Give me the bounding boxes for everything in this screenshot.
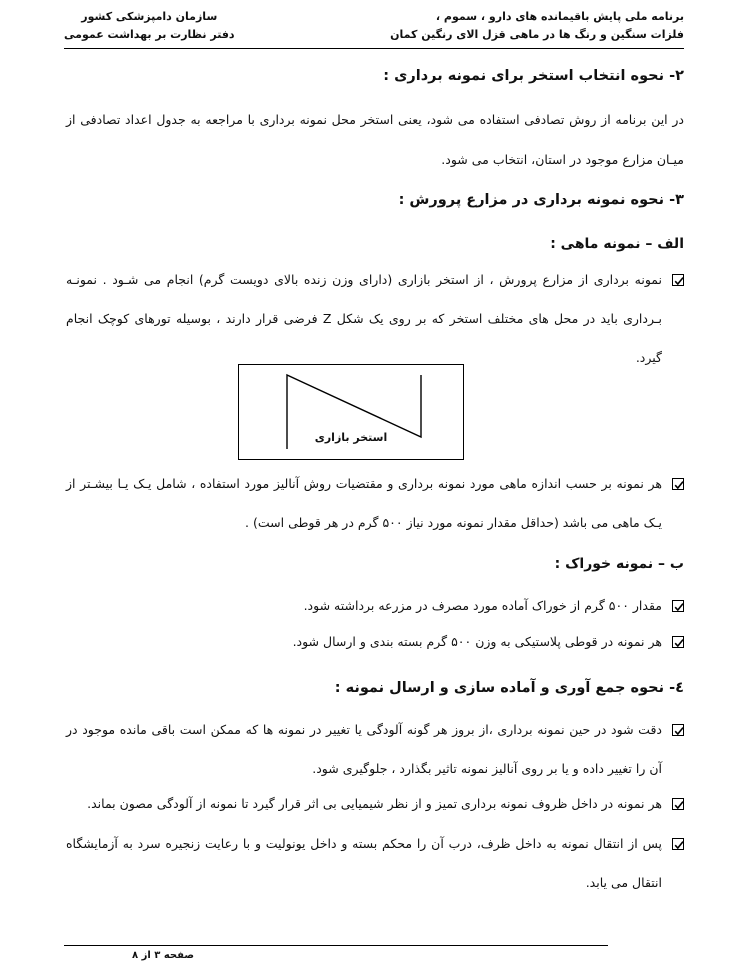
checked-box-icon [672,798,684,810]
market-pond-diagram [238,364,464,460]
feed-sample-item-1 [66,598,684,625]
page-number: صفحه ۳ از ۸ [132,950,194,961]
feed-sample-item-2-text: هر نمونه در قوطی پلاستیکی به وزن ۵۰۰ گرم بسته بندی و ارسال شود. [292,634,662,649]
section-2-heading: ۲- نحوه انتخاب استخر برای نمونه برداری : [383,68,684,84]
collection-item-1 [66,722,684,788]
checked-box-icon [672,600,684,612]
header-org-line-2: دفتر نظارت بر بهداشت عمومی [64,28,235,41]
section-3-heading: ۳- نحوه نمونه برداری در مزارع پرورش : [398,192,684,208]
page-header [64,4,684,44]
fish-sample-item-1-text: نمونه برداری از مزارع پرورش ، از استخر بازاری (دارای وزن زنده بالای دویست گرم) انجام می شـود . نمونـه بـرداری باید در محل های مختلف استخر که بر روی یک شکل Z فرضی قرار دارند ، بوسیله تورهای کوچک انجام گیرد. [66,272,663,365]
header-org-line-1: سازمان دامپزشکی کشور [81,10,218,23]
feed-sample-item-2 [66,634,684,661]
feed-sample-heading: ب – نمونه خوراک : [554,556,684,572]
collection-item-3 [66,836,684,902]
feed-sample-item-1-text: مقدار ۵۰۰ گرم از خوراک آماده مورد مصرف در مزرعه برداشته شود. [303,598,662,613]
footer-divider [64,945,608,946]
header-divider [64,48,684,49]
collection-item-2-text: هر نمونه در داخل ظروف نمونه برداری تمیز و از نظر شیمیایی بی اثر قرار گیرد تا نمونه از آلودگی مصون بماند. [87,796,662,811]
fish-sample-heading: الف – نمونه ماهی : [550,236,684,252]
header-program-line-2: فلزات سنگین و رنگ ها در ماهی قزل الای رنگین کمان [390,28,684,41]
fish-sample-item-1 [66,272,684,377]
collection-item-1-text: دقت شود در حین نمونه برداری ،از بروز هر گونه آلودگی یا تغییر در نمونه ها که ممکن است باقی مانده موجود در آن را تغییر داده و یا بر روی آنالیز نمونه تاثیر بگذارد ، جلوگیری شود. [66,722,662,776]
checked-box-icon [672,478,684,490]
section-4-heading: ٤- نحوه جمع آوری و آماده سازی و ارسال نمونه : [334,680,684,696]
checked-box-icon [672,838,684,850]
checked-box-icon [672,636,684,648]
market-pond-caption: استخر بازاری [314,431,388,444]
collection-item-2 [66,796,684,823]
fish-sample-item-2 [66,476,684,542]
section-2-paragraph: در این برنامه از روش تصادفی استفاده می شود، یعنی استخر محل نمونه برداری با مراجعه به جدول اعداد تصادفی از میـان مزارع موجود در استان، انتخاب می شود. [66,112,684,167]
checked-box-icon [672,274,684,286]
header-program-line-1: برنامه ملی پایش باقیمانده های دارو ، سموم ، [435,10,684,23]
checked-box-icon [672,724,684,736]
z-pattern-drawing [239,365,465,461]
header-organization [64,8,235,44]
fish-sample-item-2-text: هر نمونه بر حسب اندازه ماهی مورد نمونه برداری و مقتضیات روش آنالیز مورد استفاده ، شامل یـک یـا بیشـتر از یـک ماهی می باشد (حداقل مقدار نمونه مورد نیاز ۵۰۰ گرم در هر قوطی است) . [66,476,662,530]
header-program-title [390,8,684,44]
collection-item-3-text: پس از انتقال نمونه به داخل ظرف، درب آن را محکم بسته و داخل یونولیت و با رعایت زنجیره سرد به آزمایشگاه انتقال می یابد. [66,836,662,890]
